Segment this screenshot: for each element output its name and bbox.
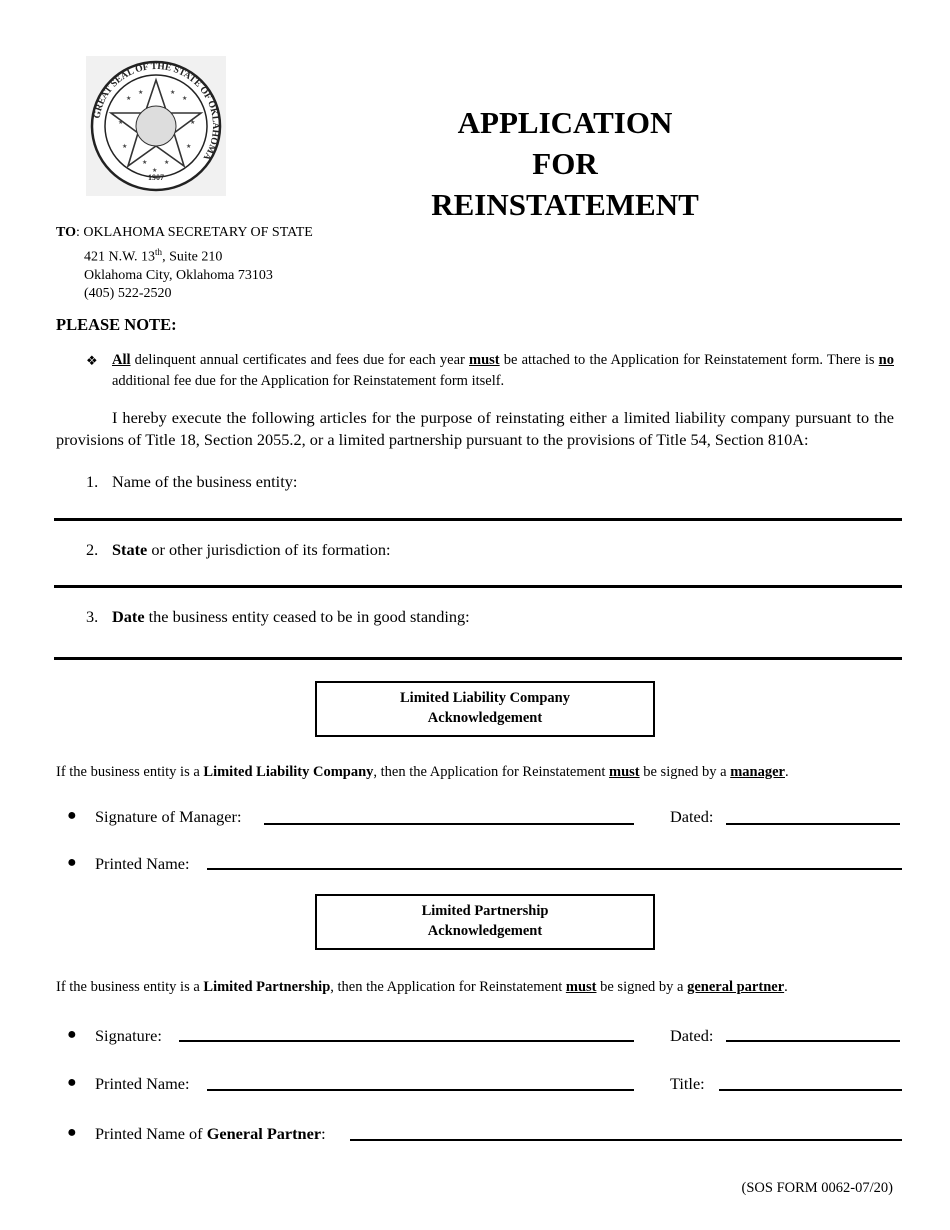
bullet-icon: ● xyxy=(67,1074,77,1091)
llc-acknowledgement-box: Limited Liability Company Acknowledgement xyxy=(315,681,655,737)
lp-dated-field[interactable] xyxy=(726,1040,900,1042)
svg-text:GREAT SEAL OF THE STATE OF OKL: GREAT SEAL OF THE STATE OF OKLAHOMA xyxy=(92,61,221,162)
bullet-icon: ● xyxy=(67,807,77,824)
diamond-bullet-icon: ❖ xyxy=(86,353,98,368)
lp-instructions: If the business entity is a Limited Partnership, then the Application for Reinstatement must be signed by a general partner. xyxy=(56,979,788,995)
svg-text:★: ★ xyxy=(138,90,144,96)
svg-text:★: ★ xyxy=(164,160,170,166)
please-note-heading: PLEASE NOTE: xyxy=(56,315,177,334)
svg-text:★: ★ xyxy=(126,96,132,102)
date-ceased-field[interactable] xyxy=(54,657,902,660)
lp-dated-label: Dated: xyxy=(670,1026,714,1045)
bullet-icon: ● xyxy=(67,1124,77,1141)
lp-signature-label: Signature: xyxy=(95,1026,162,1045)
intro-paragraph: I hereby execute the following articles for the purpose of reinstating either a limited liability company pursuant to the provisions of Title 18, Section 2055.2, or a limited partnership pursuant to the provisions of Title 54, Section 810A: xyxy=(56,408,894,449)
lp-printed-name-field[interactable] xyxy=(207,1089,634,1091)
street-address: 421 N.W. 13th, Suite 210 xyxy=(84,246,223,265)
svg-text:★: ★ xyxy=(122,144,128,150)
recipient-name: : OKLAHOMA SECRETARY OF STATE xyxy=(75,225,313,240)
svg-text:★: ★ xyxy=(186,144,192,150)
svg-text:★: ★ xyxy=(118,120,124,126)
note-bullet xyxy=(86,350,894,392)
lp-signature-field[interactable] xyxy=(179,1040,634,1042)
item-date-ceased: 3. Date the business entity ceased to be in good standing: xyxy=(86,607,470,626)
recipient-address xyxy=(56,224,313,304)
title-line-1: APPLICATION xyxy=(457,105,673,140)
svg-text:★: ★ xyxy=(170,90,176,96)
svg-text:★: ★ xyxy=(152,168,158,174)
state-seal-logo xyxy=(86,56,226,196)
svg-text:★: ★ xyxy=(142,160,148,166)
city-state-zip: Oklahoma City, Oklahoma 73103 xyxy=(84,267,273,283)
to-label: TO xyxy=(56,225,76,240)
lp-title-field[interactable] xyxy=(719,1089,902,1091)
title-line-3: REINSTATEMENT xyxy=(431,187,699,222)
item-entity-name: 1. Name of the business entity: xyxy=(86,472,298,491)
bullet-icon: ● xyxy=(67,1026,77,1043)
lp-title-label: Title: xyxy=(670,1074,705,1093)
svg-text:★: ★ xyxy=(190,120,196,126)
llc-printed-name-field[interactable] xyxy=(207,868,902,870)
item-state-jurisdiction: 2. State or other jurisdiction of its formation: xyxy=(86,540,391,559)
llc-instructions: If the business entity is a Limited Liability Company, then the Application for Reinstatement must be signed by a manager. xyxy=(56,764,789,780)
llc-dated-label: Dated: xyxy=(670,807,714,826)
bullet-icon: ● xyxy=(67,854,77,871)
llc-dated-field[interactable] xyxy=(726,823,900,825)
lp-printed-name-label: Printed Name: xyxy=(95,1074,190,1093)
form-number: (SOS FORM 0062-07/20) xyxy=(741,1180,893,1196)
svg-text:★: ★ xyxy=(182,96,188,102)
llc-printed-name-label: Printed Name: xyxy=(95,854,190,873)
lp-acknowledgement-box: Limited Partnership Acknowledgement xyxy=(315,894,655,950)
page-title xyxy=(330,102,800,225)
manager-signature-field[interactable] xyxy=(264,823,634,825)
manager-signature-label: Signature of Manager: xyxy=(95,807,242,826)
note-text: All delinquent annual certificates and fees due for each year must be attached to the Application for Reinstatement form. There is no additional fee due for the Application for Reinstatement form itself. xyxy=(112,352,894,389)
jurisdiction-field[interactable] xyxy=(54,585,902,588)
title-line-2: FOR xyxy=(532,146,598,181)
phone-number: (405) 522-2520 xyxy=(84,286,172,302)
general-partner-name-label: Printed Name of General Partner: xyxy=(95,1124,326,1143)
general-partner-name-field[interactable] xyxy=(350,1139,902,1141)
entity-name-field[interactable] xyxy=(54,518,902,521)
svg-text:1907: 1907 xyxy=(148,173,164,182)
